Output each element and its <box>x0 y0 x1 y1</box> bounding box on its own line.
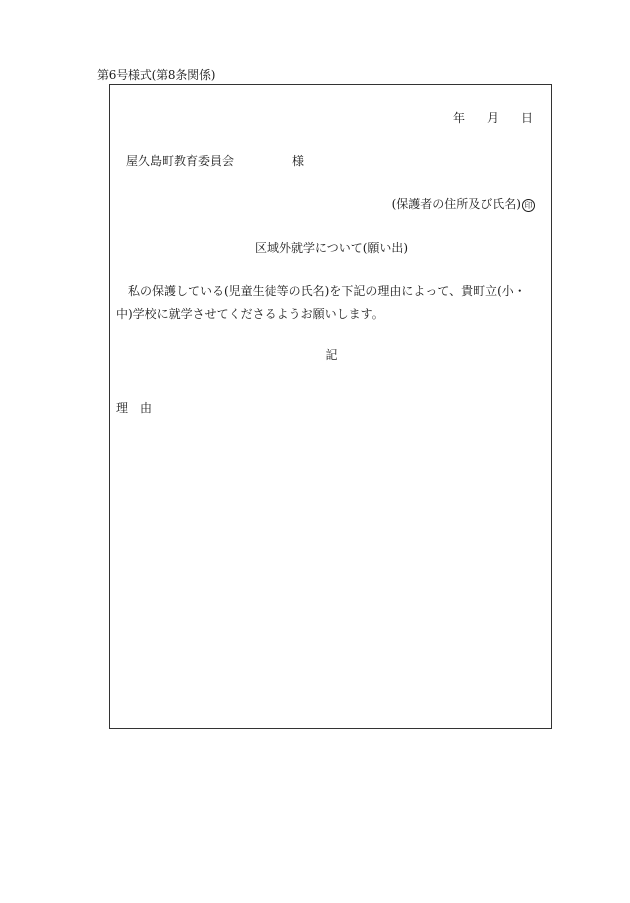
date-line <box>453 111 533 125</box>
addressee: 屋久島町教育委員会 <box>126 154 235 168</box>
request-body-line-2: 中)学校に就学させてくださるようお願いします。 <box>116 307 384 321</box>
applicant-line <box>392 197 535 212</box>
honorific: 様 <box>292 154 305 168</box>
form-title: 区域外就学について(願い出) <box>254 241 409 255</box>
date-year-label: 年 <box>452 111 465 125</box>
reason-label: 理 由 <box>116 401 153 415</box>
request-body <box>116 280 548 326</box>
form-number: 第6号様式(第8条関係) <box>97 68 216 82</box>
request-body-line-1: 私の保護している(児童生徒等の氏名)を下記の理由によって、貴町立(小・ <box>128 284 526 298</box>
seal-icon: 印 <box>522 199 535 212</box>
date-day-label: 日 <box>520 111 533 125</box>
application-form <box>109 84 552 729</box>
date-month-label: 月 <box>486 111 499 125</box>
ki-heading: 記 <box>325 348 338 362</box>
applicant-label: (保護者の住所及び氏名) <box>391 197 521 211</box>
